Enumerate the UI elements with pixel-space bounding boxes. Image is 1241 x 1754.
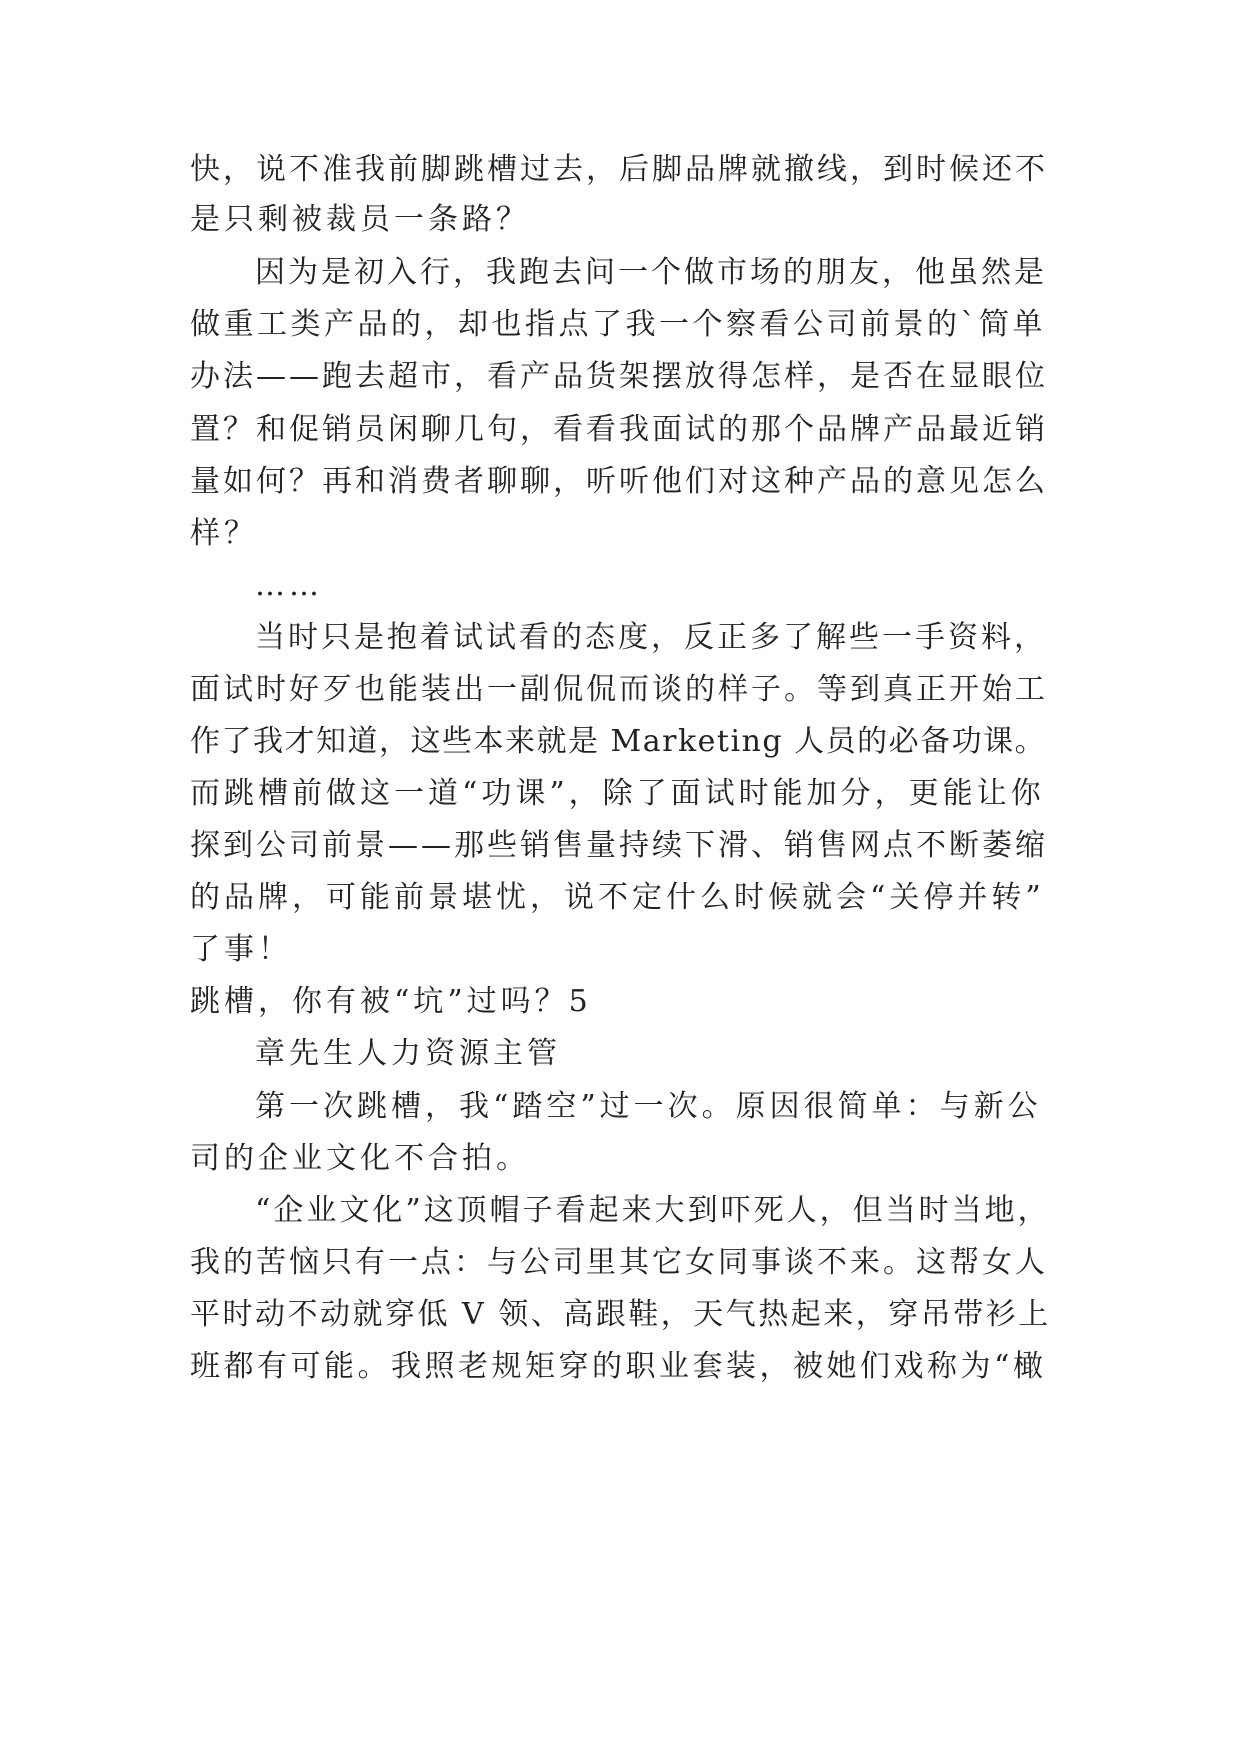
text-line: 了事！ [190,932,292,967]
text-line: 因为是初入行，我跑去问一个做市场的朋友，他虽然是 [255,255,1047,290]
author-line: 章先生人力资源主管 [255,1036,561,1071]
text-line: 平时动不动就穿低 V 领、高跟鞋，天气热起来，穿吊带衫上 [190,1297,1051,1332]
text-line: 样？ [190,516,258,551]
text-line: 司的企业文化不合拍。 [190,1141,530,1176]
text-line: 而跳槽前做这一道“功课”，除了面试时能加分，更能让你 [190,776,1045,811]
text-line: 做重工类产品的，却也指点了我一个察看公司前景的`简单 [190,307,1046,342]
text-line: 班都有可能。我照老规矩穿的职业套装，被她们戏称为“橄 [190,1349,1047,1384]
text-line: 量如何？再和消费者聊聊，听听他们对这种产品的意见怎么 [190,464,1048,499]
text-line: 办法——跑去超市，看产品货架摆放得怎样，是否在显眼位 [190,359,1048,394]
text-line: 探到公司前景——那些销售量持续下滑、销售网点不断萎缩 [190,828,1048,863]
text-line: 快，说不准我前脚跳槽过去，后脚品牌就撤线，到时候还不 [190,152,1048,187]
ellipsis-line: …… [255,568,323,603]
text-line: 是只剩被裁员一条路？ [190,202,530,237]
text-line: 第一次跳槽，我“踏空”过一次。原因很简单：与新公 [255,1089,1042,1124]
text-line: 的品牌，可能前景堪忧，说不定什么时候就会“关停并转” [190,880,1045,915]
text-line: “企业文化”这顶帽子看起来大到吓死人，但当时当地， [255,1193,1051,1228]
text-line: 我的苦恼只有一点：与公司里其它女同事谈不来。这帮女人 [190,1245,1048,1280]
text-line: 置？和促销员闲聊几句，看看我面试的那个品牌产品最近销 [190,412,1048,447]
section-heading: 跳槽，你有被“坑”过吗？5 [190,984,592,1019]
text-line: 当时只是抱着试试看的态度，反正多了解些一手资料， [255,620,1047,655]
text-line: 作了我才知道，这些本来就是 Marketing 人员的必备功课。 [190,724,1047,759]
text-line: 面试时好歹也能装出一副侃侃而谈的样子。等到真正开始工 [190,672,1048,707]
